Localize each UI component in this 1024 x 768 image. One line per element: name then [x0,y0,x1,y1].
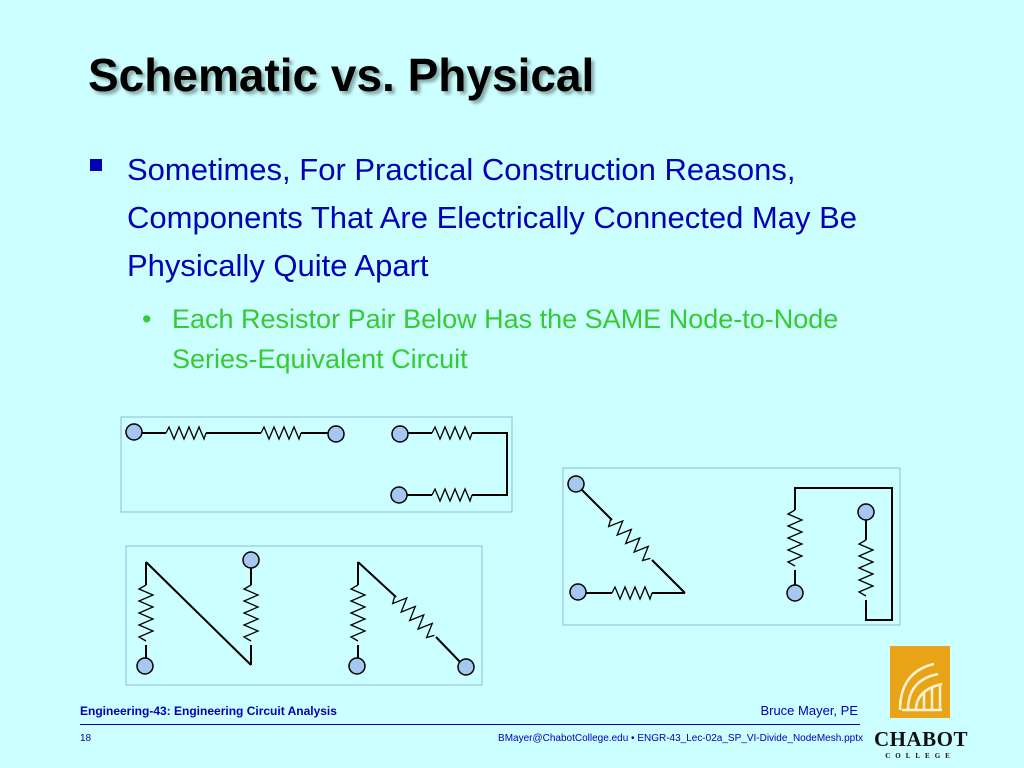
resistor [432,427,472,439]
footer-file: BMayer@ChabotCollege.edu • ENGR-43_Lec-02a_SP_VI-Divide_NodeMesh.pptx [498,733,863,744]
logo-wordmark: CHABOT [874,727,969,751]
resistor [244,585,258,641]
node-terminal [243,552,259,568]
node-terminal [349,658,365,674]
panel-series-vertical-loop [787,488,892,620]
resistor [788,510,802,566]
node-terminal [126,424,142,440]
footer-divider [80,724,860,725]
node-terminal [328,426,344,442]
resistor [432,489,472,501]
resistor [606,514,655,563]
resistor [351,585,365,641]
resistor [390,591,439,640]
panel-series-zigzag [126,546,482,685]
resistor [166,427,206,439]
page-number: 18 [80,733,92,744]
main-bullet-text: Sometimes, For Practical Construction Reasons, Components That Are Electrically Connected May Be Physically Quite Apart [127,152,858,283]
node-terminal [137,658,153,674]
node-terminal [858,504,874,520]
resistor [612,587,652,599]
resistor [139,585,153,641]
footer-author: Bruce Mayer, PE [760,703,858,718]
node-terminal [570,584,586,600]
slide-title: Schematic vs. Physical [88,49,595,101]
node-terminal [568,476,584,492]
logo-subtext: COLLEGE [885,752,955,760]
panel-series-diagonal [563,468,900,625]
sub-bullet-text: Each Resistor Pair Below Has the SAME Node-to-Node Series-Equivalent Circuit [172,304,839,374]
sub-bullet-marker: • [142,304,152,334]
resistor [859,540,873,596]
node-terminal [458,659,474,675]
resistor [261,427,301,439]
node-terminal [391,487,407,503]
node-terminal [392,426,408,442]
footer-course: Engineering-43: Engineering Circuit Analysis [80,704,337,718]
node-terminal [787,585,803,601]
panel-series-folded [391,426,507,503]
